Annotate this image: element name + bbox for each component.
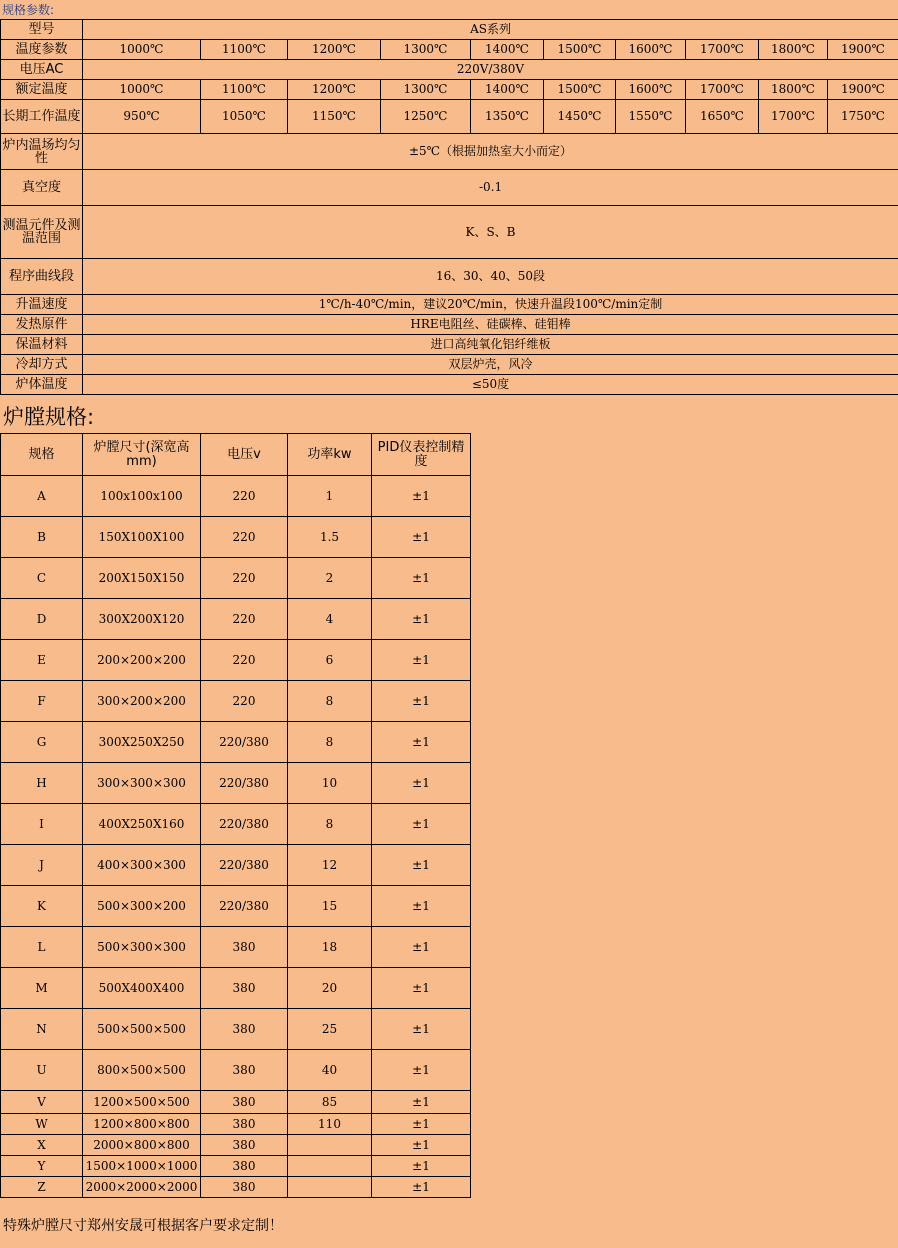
power-header: 功率kw — [288, 434, 372, 476]
param-value: K、S、B — [83, 206, 898, 259]
voltage-cell: 220/380 — [201, 804, 288, 845]
size-cell: 2000×2000×2000 — [83, 1177, 201, 1198]
voltage-cell: 220 — [201, 681, 288, 722]
size-cell: 2000×800×800 — [83, 1135, 201, 1156]
pid-cell: ±1 — [372, 1050, 471, 1091]
voltage-value: 220V/380V — [83, 60, 898, 80]
spec-cell: N — [1, 1009, 83, 1050]
power-cell: 1 — [288, 476, 372, 517]
rated-temp-cell: 1900℃ — [828, 80, 898, 100]
pid-cell: ±1 — [372, 927, 471, 968]
pid-cell: ±1 — [372, 1135, 471, 1156]
table-row — [1, 804, 471, 845]
pid-cell: ±1 — [372, 640, 471, 681]
param-label: 真空度 — [1, 170, 83, 206]
table-row — [1, 476, 471, 517]
model-row — [1, 20, 898, 40]
temp-param-row — [1, 40, 898, 60]
power-cell: 6 — [288, 640, 372, 681]
long-term-cell: 1350℃ — [471, 100, 544, 134]
param-label: 测温元件及测温范围 — [1, 206, 83, 259]
rated-temp-cell: 1000℃ — [83, 80, 201, 100]
spec-cell: X — [1, 1135, 83, 1156]
size-cell: 300X200X120 — [83, 599, 201, 640]
temp-param-cell: 1600℃ — [616, 40, 686, 60]
power-cell: 85 — [288, 1091, 372, 1114]
param-value: HRE电阻丝、硅碳棒、硅钼棒 — [83, 315, 898, 335]
power-cell: 20 — [288, 968, 372, 1009]
size-cell: 150X100X100 — [83, 517, 201, 558]
param-label: 保温材料 — [1, 335, 83, 355]
chamber-header-row — [1, 434, 471, 476]
power-cell — [288, 1135, 372, 1156]
long-term-label: 长期工作温度 — [1, 100, 83, 134]
size-cell: 500×300×200 — [83, 886, 201, 927]
voltage-cell: 220 — [201, 599, 288, 640]
size-cell: 500×500×500 — [83, 1009, 201, 1050]
voltage-cell: 380 — [201, 927, 288, 968]
long-term-cell: 1450℃ — [544, 100, 616, 134]
voltage-cell: 220/380 — [201, 845, 288, 886]
size-cell: 500X400X400 — [83, 968, 201, 1009]
pid-cell: ±1 — [372, 804, 471, 845]
power-cell: 15 — [288, 886, 372, 927]
spec-cell: C — [1, 558, 83, 599]
size-cell: 200X150X150 — [83, 558, 201, 599]
size-cell: 500×300×300 — [83, 927, 201, 968]
voltage-cell: 380 — [201, 1156, 288, 1177]
size-header: 炉膛尺寸(深宽高mm) — [83, 434, 201, 476]
param-value: 1℃/h-40℃/min，建议20℃/min，快速升温段100℃/min定制 — [83, 295, 898, 315]
param-value: 16、30、40、50段 — [83, 259, 898, 295]
size-cell: 800×500×500 — [83, 1050, 201, 1091]
power-cell: 8 — [288, 722, 372, 763]
spec-cell: J — [1, 845, 83, 886]
pid-cell: ±1 — [372, 476, 471, 517]
rated-temp-cell: 1700℃ — [686, 80, 759, 100]
param-label: 炉内温场均匀性 — [1, 134, 83, 170]
rated-temp-cell: 1200℃ — [288, 80, 381, 100]
pid-cell: ±1 — [372, 845, 471, 886]
long-term-cell: 950℃ — [83, 100, 201, 134]
spec-cell: F — [1, 681, 83, 722]
param-row — [1, 315, 898, 335]
table-row — [1, 1050, 471, 1091]
rated-temp-cell: 1300℃ — [381, 80, 471, 100]
table-row — [1, 558, 471, 599]
pid-cell: ±1 — [372, 599, 471, 640]
table-row — [1, 1114, 471, 1135]
voltage-cell: 380 — [201, 1050, 288, 1091]
param-value: -0.1 — [83, 170, 898, 206]
chamber-body — [1, 476, 471, 1198]
rated-temp-cell: 1100℃ — [201, 80, 288, 100]
spec-cell: Y — [1, 1156, 83, 1177]
param-label: 发热原件 — [1, 315, 83, 335]
power-cell: 12 — [288, 845, 372, 886]
voltage-header: 电压v — [201, 434, 288, 476]
footer-note: 特殊炉膛尺寸郑州安晟可根据客户要求定制！ — [3, 1218, 283, 1234]
voltage-row — [1, 60, 898, 80]
long-term-cell: 1150℃ — [288, 100, 381, 134]
power-cell: 40 — [288, 1050, 372, 1091]
voltage-cell: 220/380 — [201, 886, 288, 927]
pid-cell: ±1 — [372, 968, 471, 1009]
spec-header: 规格 — [1, 434, 83, 476]
spec-cell: K — [1, 886, 83, 927]
pid-cell: ±1 — [372, 1156, 471, 1177]
size-cell: 400×300×300 — [83, 845, 201, 886]
chamber-table — [0, 433, 471, 1198]
rated-temp-cell: 1800℃ — [759, 80, 828, 100]
voltage-cell: 380 — [201, 1177, 288, 1198]
power-cell: 8 — [288, 804, 372, 845]
temp-param-cell: 1000℃ — [83, 40, 201, 60]
temp-param-cell: 1500℃ — [544, 40, 616, 60]
temp-param-cell: 1100℃ — [201, 40, 288, 60]
param-row — [1, 259, 898, 295]
spec-cell: A — [1, 476, 83, 517]
pid-cell: ±1 — [372, 1009, 471, 1050]
param-label: 程序曲线段 — [1, 259, 83, 295]
table-row — [1, 1009, 471, 1050]
rated-temp-label: 额定温度 — [1, 80, 83, 100]
rated-temp-cell: 1400℃ — [471, 80, 544, 100]
table-row — [1, 517, 471, 558]
power-cell: 110 — [288, 1114, 372, 1135]
voltage-cell: 220 — [201, 558, 288, 599]
temp-param-cell: 1700℃ — [686, 40, 759, 60]
param-label: 炉体温度 — [1, 375, 83, 395]
param-row — [1, 295, 898, 315]
power-cell: 18 — [288, 927, 372, 968]
size-cell: 1200×500×500 — [83, 1091, 201, 1114]
size-cell: 300X250X250 — [83, 722, 201, 763]
size-cell: 200×200×200 — [83, 640, 201, 681]
pid-cell: ±1 — [372, 886, 471, 927]
rated-temp-row — [1, 80, 898, 100]
param-value: 双层炉壳，风冷 — [83, 355, 898, 375]
chamber-title: 炉膛规格: — [3, 405, 95, 429]
param-row — [1, 170, 898, 206]
size-cell: 1200×800×800 — [83, 1114, 201, 1135]
table-row — [1, 886, 471, 927]
long-term-cell: 1750℃ — [828, 100, 898, 134]
size-cell: 300×300×300 — [83, 763, 201, 804]
voltage-cell: 380 — [201, 1091, 288, 1114]
pid-cell: ±1 — [372, 558, 471, 599]
model-label: 型号 — [1, 20, 83, 40]
spec-cell: V — [1, 1091, 83, 1114]
table-row — [1, 640, 471, 681]
rated-temp-cell: 1500℃ — [544, 80, 616, 100]
power-cell: 8 — [288, 681, 372, 722]
spec-cell: G — [1, 722, 83, 763]
param-label: 冷却方式 — [1, 355, 83, 375]
temp-param-cell: 1300℃ — [381, 40, 471, 60]
param-label: 升温速度 — [1, 295, 83, 315]
temp-param-cell: 1400℃ — [471, 40, 544, 60]
pid-cell: ±1 — [372, 763, 471, 804]
power-cell — [288, 1177, 372, 1198]
table-row — [1, 763, 471, 804]
param-row — [1, 206, 898, 259]
spec-caption: 规格参数: — [2, 3, 55, 17]
long-term-cell: 1250℃ — [381, 100, 471, 134]
spec-cell: B — [1, 517, 83, 558]
pid-cell: ±1 — [372, 722, 471, 763]
size-cell: 300×200×200 — [83, 681, 201, 722]
long-term-cell: 1550℃ — [616, 100, 686, 134]
pid-cell: ±1 — [372, 1114, 471, 1135]
param-value: ±5℃（根据加热室大小而定） — [83, 134, 898, 170]
param-value: ≤50度 — [83, 375, 898, 395]
table-row — [1, 681, 471, 722]
param-row — [1, 335, 898, 355]
table-row — [1, 1177, 471, 1198]
size-cell: 400X250X160 — [83, 804, 201, 845]
voltage-cell: 220 — [201, 640, 288, 681]
power-cell: 10 — [288, 763, 372, 804]
table-row — [1, 722, 471, 763]
voltage-cell: 380 — [201, 1135, 288, 1156]
power-cell: 4 — [288, 599, 372, 640]
table-row — [1, 927, 471, 968]
table-row — [1, 1135, 471, 1156]
spec-cell: U — [1, 1050, 83, 1091]
power-cell: 1.5 — [288, 517, 372, 558]
voltage-cell: 380 — [201, 968, 288, 1009]
long-term-cell: 1650℃ — [686, 100, 759, 134]
pid-cell: ±1 — [372, 1177, 471, 1198]
temp-param-cell: 1200℃ — [288, 40, 381, 60]
spec-cell: M — [1, 968, 83, 1009]
voltage-cell: 220 — [201, 517, 288, 558]
voltage-cell: 220 — [201, 476, 288, 517]
spec-cell: E — [1, 640, 83, 681]
pid-cell: ±1 — [372, 517, 471, 558]
power-cell: 25 — [288, 1009, 372, 1050]
spec-cell: H — [1, 763, 83, 804]
param-row — [1, 355, 898, 375]
table-row — [1, 599, 471, 640]
rated-temp-cell: 1600℃ — [616, 80, 686, 100]
spec-cell: W — [1, 1114, 83, 1135]
table-row — [1, 968, 471, 1009]
param-value: 进口高纯氧化铝纤维板 — [83, 335, 898, 355]
size-cell: 1500×1000×1000 — [83, 1156, 201, 1177]
long-term-cell: 1700℃ — [759, 100, 828, 134]
voltage-label: 电压AC — [1, 60, 83, 80]
parameters-table — [0, 19, 898, 395]
power-cell: 2 — [288, 558, 372, 599]
voltage-cell: 220/380 — [201, 722, 288, 763]
voltage-cell: 220/380 — [201, 763, 288, 804]
long-term-row — [1, 100, 898, 134]
spec-cell: Z — [1, 1177, 83, 1198]
table-row — [1, 1091, 471, 1114]
temp-param-cell: 1800℃ — [759, 40, 828, 60]
spec-cell: L — [1, 927, 83, 968]
power-cell — [288, 1156, 372, 1177]
table-row — [1, 1156, 471, 1177]
long-term-cell: 1050℃ — [201, 100, 288, 134]
pid-cell: ±1 — [372, 1091, 471, 1114]
model-value: AS系列 — [83, 20, 898, 40]
spec-cell: D — [1, 599, 83, 640]
pid-header: PID仪表控制精度 — [372, 434, 471, 476]
size-cell: 100x100x100 — [83, 476, 201, 517]
voltage-cell: 380 — [201, 1114, 288, 1135]
voltage-cell: 380 — [201, 1009, 288, 1050]
pid-cell: ±1 — [372, 681, 471, 722]
spec-cell: I — [1, 804, 83, 845]
param-row — [1, 134, 898, 170]
temp-param-label: 温度参数 — [1, 40, 83, 60]
param-row — [1, 375, 898, 395]
table-row — [1, 845, 471, 886]
temp-param-cell: 1900℃ — [828, 40, 898, 60]
